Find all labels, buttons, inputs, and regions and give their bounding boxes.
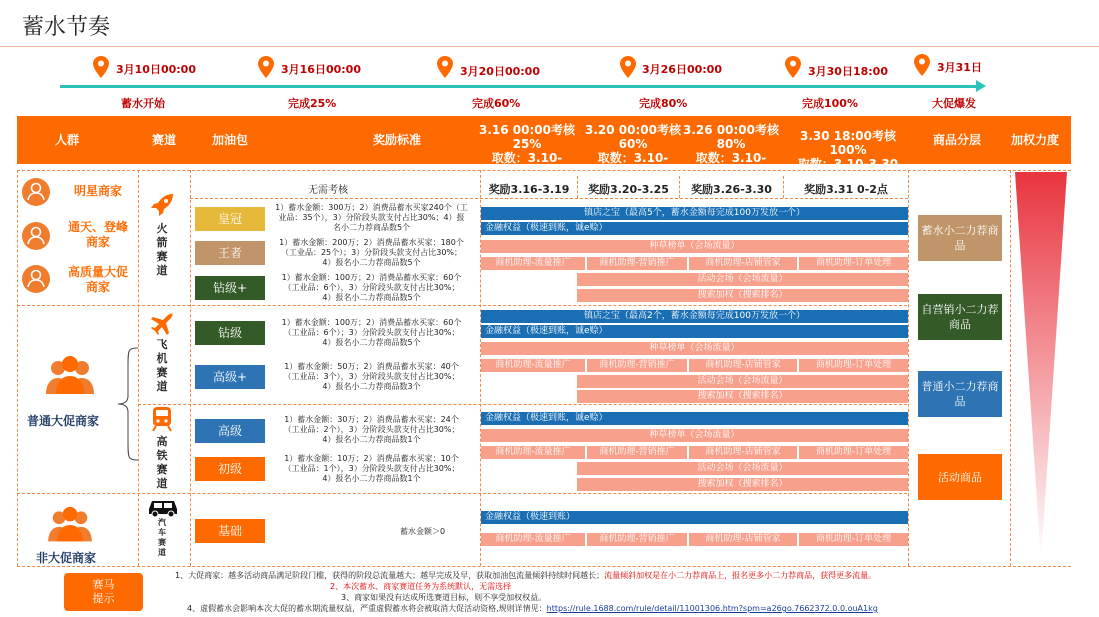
bar-zhuli-traffic: 商机助理-流量推广 [481,446,585,459]
standard-jichu: 蓄水金额＞0 [400,527,446,536]
bar-zhongcao: 种草榜单（会场流量） [481,429,908,442]
timeline-stage-2: 完成25% [288,97,337,110]
timeline-stage-4: 完成80% [639,97,688,110]
bar-sousuo: 搜索加权（搜索排名） [577,289,908,302]
package-gaoji-plus: 高级+ [195,365,265,389]
bar-zhuli-store: 商机助理-店铺管家 [689,533,797,546]
header-crowd: 人群 [54,133,79,147]
bar-sousuo: 搜索加权（搜索排名） [577,478,908,491]
grid-line [577,176,578,198]
bar-zhuli-marketing: 商机助理-营销推广 [587,533,687,546]
weight-gradient [1015,172,1067,560]
package-zuanshi: 钻级 [195,321,265,345]
timeline-stage-3: 完成60% [472,97,521,110]
merchant-normal: 普通大促商家 [27,414,100,428]
header-check-1: 3.16 00:00考核 25% 取数：3.10-3.15 [479,123,575,179]
grid-line [17,493,907,494]
bar-zhuli-order: 商机助理-订单处理 [799,359,908,372]
group-people-icon [44,354,96,398]
bar-zhendian: 镇店之宝（最高2个，蓄水金额每完成100万发放一个） [481,310,908,323]
tier-putong: 普通小二力荐商品 [918,371,1002,417]
table-header [17,116,1071,185]
track-plane: 飞 机 赛 道 [156,338,168,393]
timeline-date-5: 3月30日18:00 [808,65,888,78]
header-check-2: 3.20 00:00考核 60% 取数：3.10-3.19 [585,123,681,179]
grid-line [679,176,680,198]
note-3: 3、商家如果没有达成所选赛道目标，则不享受加权权益。 [341,593,547,602]
grid-line [17,170,1071,171]
note-1: 1、大促商家：越多活动商品满足阶段门槛，获得的阶段总流量越大；越早完成及早，获取加油包流量倾斜持续时间越长；流量倾斜加权是在小二力荐商品上，报名更多小二力荐商品，获得更多流量。 [175,571,877,580]
reward-head-4: 奖励3.31 0-2点 [804,183,888,196]
bar-zhuli-store: 商机助理-店铺管家 [689,359,797,372]
package-jichu: 基础 [195,519,265,543]
person-icon [22,265,50,293]
person-icon [22,178,50,206]
location-pin-icon [914,54,930,76]
rule-detail-link[interactable]: https://rule.1688.com/rule/detail/11001306.htm?spm=a26go.7662372.0.0.ouA1kg [546,604,878,613]
package-zuanshi-plus: 钻级+ [195,276,265,300]
grid-line [783,176,784,198]
merchant-star: 明星商家 [73,184,122,198]
location-pin-icon [258,56,274,78]
group-people-icon [44,505,96,545]
tier-xushui: 蓄水小二力荐商品 [918,215,1002,261]
brace-icon [116,346,140,462]
plane-icon [149,313,175,337]
package-wangzhe: 王者 [195,241,265,265]
bar-zhuli-order: 商机助理-订单处理 [799,446,908,459]
timeline-stage-1: 蓄水开始 [121,97,165,110]
header-weight: 加权力度 [1010,133,1059,147]
bar-zhendian: 镇店之宝（最高5个，蓄水金额每完成100万发放一个） [481,207,908,220]
grid-line [190,198,908,199]
grid-line [17,305,907,306]
reward-head-3: 奖励3.26-3.30 [691,183,772,196]
grid-line [908,170,909,566]
standard-zuanshi-plus: 1）蓄水金额：100万；2）消费品蓄水买家：60个 （工业品：6个），3）分阶段头款支付占比30%； 4）报名小二力荐商品数5个 [281,273,462,302]
person-icon [22,222,50,250]
bar-zhuli-traffic: 商机助理-流量推广 [481,257,585,270]
timeline-date-3: 3月20日00:00 [460,65,540,78]
timeline-date-1: 3月10日00:00 [116,63,196,76]
grid-line [138,404,907,405]
title-divider [0,46,1099,47]
package-chuji: 初级 [195,457,265,481]
header-check-3: 3.26 00:00考核 80% 取数：3.10-3.25 [683,123,779,179]
standard-chuji: 1）蓄水金额：10万；2）消费品蓄水买家：10个 （工业品：1个），3）分阶段头款支付占比30%； 4）报名小二力荐商品数1个 [283,454,460,483]
bar-zhuli-traffic: 商机助理-流量推广 [481,533,585,546]
bar-zhongcao: 种草榜单（会场流量） [481,342,908,355]
note-4: 4、虚假蓄水会影响本次大促的蓄水期流量权益，严重虚假蓄水将会被取消大促活动资格,规则详情见：https://rule.1688.com/rule/detail/11001306.htm?spm=a26go.7662372.0.0.ouA1kg [187,604,878,613]
bar-jinrong: 金融权益（极速到账） [481,511,908,524]
track-rocket: 火 箭 赛 道 [156,222,168,277]
track-train: 高 铁 赛 道 [156,435,168,490]
timeline-stage-6: 大促爆发 [932,97,976,110]
grid-line [190,170,191,566]
location-pin-icon [785,56,801,78]
standard-wangzhe: 1）蓄水金额：200万；2）消费品蓄水买家：180个 （工业品：25个）；3）分阶段头款支付占比30%； 4）报名小二力荐商品数5个 [279,238,464,267]
rocket-icon [149,192,175,218]
bar-jinrong: 金融权益（极速到账，诚e赊） [481,412,908,425]
grid-line [1010,170,1011,566]
bar-zhuli-order: 商机助理-订单处理 [799,533,908,546]
bar-huodong: 活动会场（会场流量） [577,273,908,286]
bar-zhuli-marketing: 商机助理-营销推广 [587,359,687,372]
header-package: 加油包 [211,133,248,147]
package-gaoji: 高级 [195,419,265,443]
location-pin-icon [93,56,109,78]
train-icon [151,406,173,432]
location-pin-icon [620,56,636,78]
location-pin-icon [437,56,453,78]
grid-line [17,170,18,566]
standard-gaoji: 1）蓄水金额：30万；2）消费品蓄水买家：24个 （工业品：2个），3）分阶段头款支付占比30%； 4）报名小二力荐商品数1个 [283,415,460,444]
merchant-tongtian: 通天、登峰 商家 [67,220,128,249]
standard-gaoji-plus: 1）蓄水金额：50万；2）消费品蓄水买家：40个 （工业品：3个），3）分阶段头款支付占比30%； 4）报名小二力荐商品数3个 [283,362,460,391]
bar-sousuo: 搜索加权（搜索排名） [577,390,908,403]
timeline-date-6: 3月31日 [937,61,982,74]
bar-jinrong: 金融权益（极速到账，诚e赊） [481,222,908,235]
bar-zhuli-store: 商机助理-店铺管家 [689,257,797,270]
standard-zuanshi: 1）蓄水金额：100万；2）消费品蓄水买家：60个 （工业品：6个）；3）分阶段头款支付占比30%； 4）报名小二力荐商品数5个 [281,318,462,347]
timeline-bar [60,85,980,88]
timeline-date-4: 3月26日00:00 [642,63,722,76]
bar-jinrong: 金融权益（极速到账，诚e赊） [481,325,908,338]
car-icon [146,497,180,517]
reward-head-2: 奖励3.20-3.25 [588,183,669,196]
bar-zhuli-store: 商机助理-店铺管家 [689,446,797,459]
bar-zhuli-order: 商机助理-订单处理 [799,257,908,270]
bar-huodong: 活动会场（会场流量） [577,462,908,475]
tier-ziyingxiao: 自营销小二力荐商品 [918,294,1002,340]
race-tip-button[interactable]: 赛马 提示 [64,573,143,611]
timeline-arrow-icon [976,80,986,92]
bar-zhuli-marketing: 商机助理-营销推广 [587,257,687,270]
package-huangguan: 皇冠 [195,207,265,231]
merchant-non: 非大促商家 [36,551,97,565]
tier-huodong: 活动商品 [918,454,1002,500]
header-standard: 奖励标准 [372,133,421,147]
reward-head-1: 奖励3.16-3.19 [488,183,570,196]
merchant-quality: 高质量大促 商家 [67,265,128,294]
header-product-tier: 商品分层 [932,133,981,147]
page-title: 蓄水节奏 [22,15,111,40]
timeline-date-2: 3月16日00:00 [281,63,361,76]
bar-zhuli-traffic: 商机助理-流量推广 [481,359,585,372]
note-2: 2、本次蓄水、商家赛道任务为系统默认，无需选择 [330,582,512,591]
header-track: 赛道 [151,133,176,147]
track-car: 汽 车 赛 道 [158,518,166,557]
bar-zhuli-marketing: 商机助理-营销推广 [587,446,687,459]
header-check-4: 3.30 18:00考核100% 取数：3.10-3.30 18:00 [797,129,899,185]
grid-line [17,566,1071,567]
timeline-stage-5: 完成100% [802,97,858,110]
bar-zhongcao: 种草榜单（会场流量） [481,240,908,253]
no-check-label: 无需考核 [308,185,348,196]
bar-huodong: 活动会场（会场流量） [577,375,908,388]
standard-huangguan: 1）蓄水金额：300万；2）消费品蓄水买家240个（工 业品：35个），3）分阶段头款支付占比30%；4）报 名小二力荐商品数5个 [275,203,468,232]
